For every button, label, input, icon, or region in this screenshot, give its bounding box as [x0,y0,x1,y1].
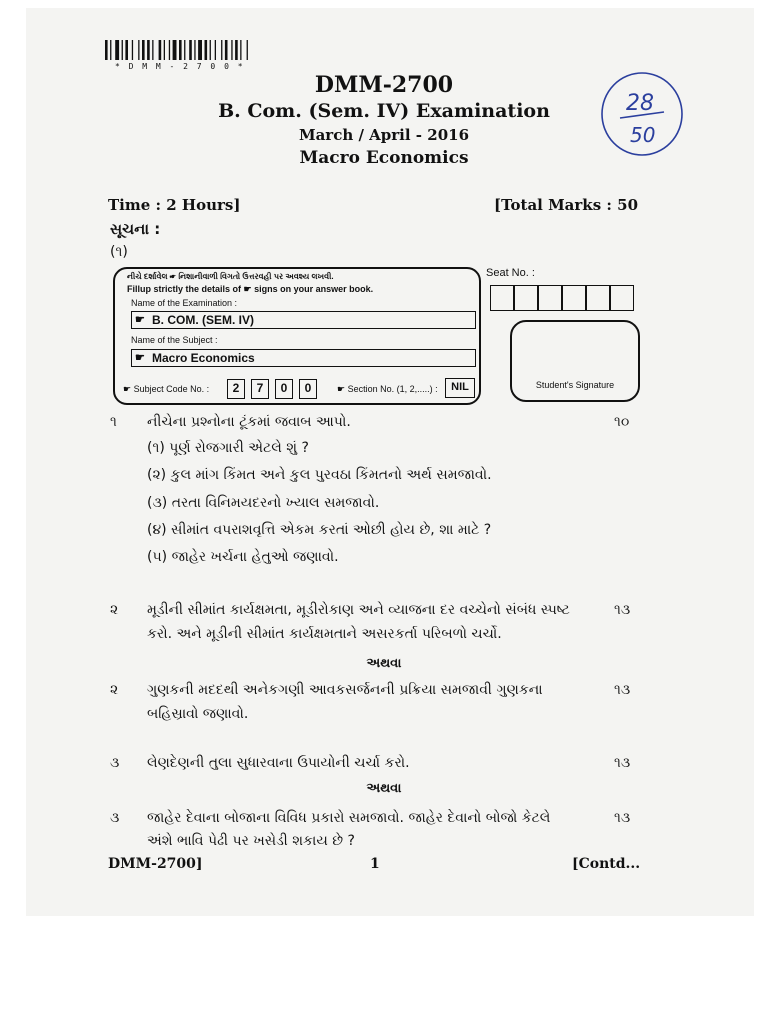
exam-session: March / April - 2016 [298,126,470,144]
signature-label: Student's Signature [535,380,615,390]
score-obtained: 28 [626,91,654,116]
seat-number-box [586,285,610,311]
sub-question: (૧) પૂર્ણ રોજગારી એટલે શું ? [147,440,309,456]
sub-question: (૪) સીમાંત વપરાશવૃત્તિ એકમ કરતાં ઓછી હોય છે, શા માટે ? [147,522,492,538]
question-number: ૨ [110,682,119,698]
exam-title: B. Com. (Sem. IV) Examination [218,100,550,122]
or-separator: અથવા [366,781,402,796]
seat-number-box [490,285,514,311]
instruction-number: (૧) [110,244,128,260]
subject-code-digit: 0 [299,379,317,399]
section-number-label: ☛ Section No. (1, 2,.....) : [337,384,438,394]
question-marks: ૧૩ [614,602,631,618]
pointing-hand-icon: ☛ [135,352,145,364]
seat-number-box [514,285,538,311]
signature-box [510,320,640,402]
question-number: ૩ [110,810,120,826]
score-total: 50 [630,123,656,147]
question-marks: ૧૦ [614,414,630,430]
continued-label: [Contd... [572,856,641,872]
question-text: નીચેના પ્રશ્નોના ટૂંકમાં જવાબ આપો. [147,414,351,430]
paper-code: DMM-2700 [314,72,454,98]
handwritten-score [598,70,686,158]
slip-instruction-english: Fillup strictly the details of ☛ signs on your answer book. [127,284,374,294]
sub-question: (૩) તરતા વિનિમયદરનો ખ્યાલ સમજાવો. [147,495,380,511]
sub-question: (૨) કુલ માંગ કિંમત અને કુલ પુરવઠા કિંમતનો અર્થ સમજાવો. [147,467,492,483]
subject-name-label: Name of the Subject : [131,335,218,345]
barcode-text: * D M M - 2 7 0 0 * [115,62,245,71]
page-number: 1 [370,856,380,872]
total-marks: [Total Marks : 50 [493,196,638,214]
slip-instruction-gujarati: નીચે દર્શાવેલ ☛ નિશાનીવાળી વિગતો ઉત્તરવહી પર અવશ્ય લખવી. [127,272,334,281]
sub-question: (૫) જાહેર ખર્ચના હેતુઓ જણાવો. [147,549,339,565]
subject-name-value: Macro Economics [152,351,255,365]
section-number-value: NIL [445,378,475,398]
question-marks: ૧૩ [614,755,631,771]
seat-number-box [610,285,634,311]
question-text: બહિસ્રાવો જણાવો. [147,706,249,722]
exam-name-label: Name of the Examination : [131,298,238,308]
question-text: ગુણકની મદદથી અનેકગણી આવકસર્જનની પ્રક્રિયા સમજાવી ગુણકના [147,682,543,698]
pointing-hand-icon: ☛ [135,314,145,326]
question-text: અંશે ભાવિ પેઢી પર ખસેડી શકાય છે ? [147,833,355,849]
or-separator: અથવા [366,656,402,671]
question-text: જાહેર દેવાના બોજાના વિવિધ પ્રકારો સમજાવો. જાહેર દેવાનો બોજો કેટલે [147,810,551,826]
subject-code-digit: 0 [275,379,293,399]
question-marks: ૧૩ [614,682,631,698]
question-marks: ૧૩ [614,810,631,826]
question-text: કરો. અને મૂડીની સીમાંત કાર્યક્ષમતાને અસરકર્તા પરિબળો ચર્ચો. [147,626,502,642]
seat-number-box [562,285,586,311]
subject-title: Macro Economics [299,148,469,168]
subject-name-field [131,349,476,367]
question-text: લેણદેણની તુલા સુધારવાના ઉપાયોની ચર્ચા કરો. [147,755,410,771]
question-number: ૩ [110,755,120,771]
seat-number-box [538,285,562,311]
footer-code: DMM-2700] [108,856,203,872]
question-number: ૧ [110,414,117,430]
candidate-details-slip [113,267,481,405]
subject-code-digit: 7 [251,379,269,399]
exam-name-field [131,311,476,329]
instruction-label: સૂચના : [110,220,161,238]
question-number: ૨ [110,602,119,618]
exam-name-value: B. COM. (SEM. IV) [152,313,254,327]
subject-code-digit: 2 [227,379,245,399]
subject-code-label: ☛ Subject Code No. : [123,384,210,394]
exam-time: Time : 2 Hours] [108,196,241,214]
question-text: મૂડીની સીમાંત કાર્યક્ષમતા, મૂડીરોકાણ અને વ્યાજના દર વચ્ચેનો સંબંધ સ્પષ્ટ [147,602,570,618]
seat-number-label: Seat No. : [486,267,535,279]
